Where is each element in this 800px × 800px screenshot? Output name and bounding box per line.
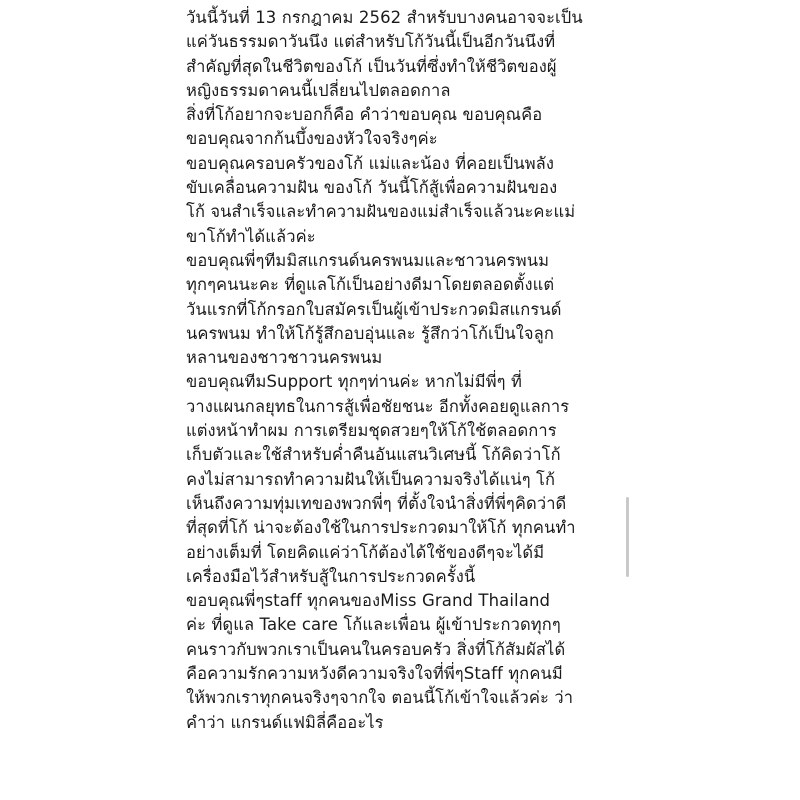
- post-line: หญิงธรรมดาคนนี้เปลี่ยนไปตลอดกาล: [186, 80, 451, 100]
- post-line: ขอบคุณทีมSupport ทุกๆท่านค่ะ หากไม่มีพี่ๆ ที่: [186, 372, 522, 392]
- post-line: สำคัญที่สุดในชีวิตของโก้ เป็นวันที่ซึ่งทำให้ชีวิตของผู้: [186, 56, 557, 76]
- bottom-fade: [0, 786, 800, 800]
- post-line: แค่วันธรรมดาวันนึง แต่สำหรับโก้วันนี้เป็นอีกวันนึงที่: [186, 32, 556, 52]
- post-line: ทุกๆคนนะคะ ที่ดูแลโก้เป็นอย่างดีมาโดยตลอดตั้งแต่: [186, 275, 555, 295]
- post-line: แต่งหน้าทำผม การเตรียมชุดสวยๆให้โก้ใช้ตลอดการ: [186, 421, 557, 441]
- post-line: คำว่า แกรนด์แฟมิลี่คืออะไร: [186, 712, 384, 732]
- post-line: ขอบคุณจากก้นบึ้งของหัวใจจริงๆค่ะ: [186, 129, 438, 149]
- post-line: โก้ จนสำเร็จและทำความฝันของแม่สำเร็จแล้วนะคะแม่: [186, 202, 576, 222]
- scrollbar-thumb[interactable]: [626, 497, 629, 577]
- post-line: เครื่องมือไว้สำหรับสู้ในการประกวดครั้งนี้: [186, 566, 476, 586]
- post-line: อย่างเต็มที่ โดยคิดแค่ว่าโก้ต้องได้ใช้ของดีๆจะได้มี: [186, 542, 545, 562]
- post-line: ให้พวกเราทุกคนจริงๆจากใจ ตอนนี้โก้เข้าใจแล้วค่ะ ว่า: [186, 688, 574, 708]
- post-line: คือความรักความหวังดีความจริงใจที่พี่ๆStaff ทุกคนมี: [186, 664, 563, 684]
- post-line: เก็บตัวและใช้สำหรับค่ำคืนอันแสนวิเศษนี้ โก้คิดว่าโก้: [186, 445, 561, 465]
- post-line: หลานของชาวชาวนครพนม: [186, 348, 383, 368]
- post-line: ขาโก้ทำได้แล้วค่ะ: [186, 226, 316, 246]
- post-line: ขับเคลื่อนความฝัน ของโก้ วันนี้โก้สู้เพื่อความฝันของ: [186, 178, 558, 198]
- post-line: คงไม่สามารถทำความฝันให้เป็นความจริงได้แน่ๆ โก้: [186, 469, 556, 489]
- post-line: วันนี้วันที่ 13 กรกฎาคม 2562 สำหรับบางคนอาจจะเป็น: [186, 8, 583, 27]
- post-line: ขอบคุณพี่ๆstaff ทุกคนของMiss Grand Thailand: [186, 591, 551, 611]
- post-line: วันแรกที่โก้กรอกใบสมัครเป็นผู้เข้าประกวดมิสแกรนด์: [186, 299, 562, 319]
- post-line: ขอบคุณครอบครัวของโก้ แม่และน้อง ที่คอยเป็นพลัง: [186, 153, 555, 173]
- post-line: เห็นถึงความทุ่มเทของพวกพี่ๆ ที่ตั้งใจนำสิ่งที่พี่ๆคิดว่าดี: [186, 493, 567, 513]
- post-line: ค่ะ ที่ดูแล Take care โก้และเพื่อน ผู้เข้าประกวดทุกๆ: [186, 615, 561, 635]
- post-body-text: [186, 6, 616, 735]
- post-line: คนราวกับพวกเราเป็นคนในครอบครัว สิ่งที่โก้สัมผัสได้: [186, 639, 566, 659]
- post-line: สิ่งที่โก้อยากจะบอกก็คือ คำว่าขอบคุณ ขอบคุณคือ: [186, 105, 543, 125]
- post-line: ขอบคุณพี่ๆทีมมิสแกรนด์นครพนมและชาวนครพนม: [186, 250, 550, 270]
- post-line: ที่สุดที่โก้ น่าจะต้องใช้ในการประกวดมาให้โก้ ทุกคนทำ: [186, 518, 576, 538]
- post-line: วางแผนกลยุทธในการสู้เพื่อชัยชนะ อีกทั้งคอยดูแลการ: [186, 396, 570, 416]
- post-line: นครพนม ทำให้โก้รู้สึกอบอุ่นและ รู้สึกว่าโก้เป็นใจลูก: [186, 323, 554, 343]
